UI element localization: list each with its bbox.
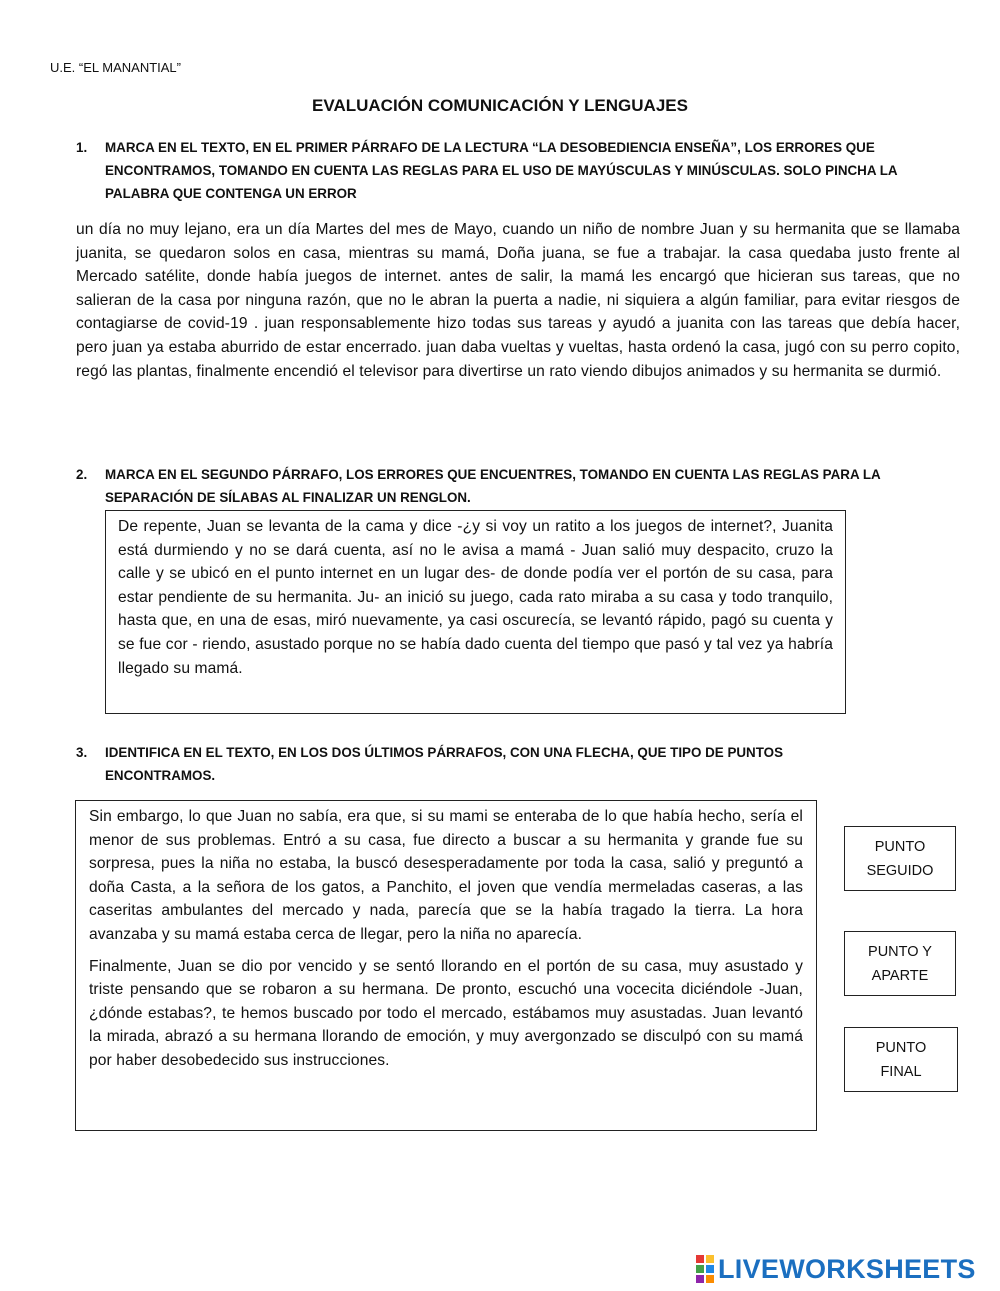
option-label-line2: SEGUIDO [866,862,934,879]
logo-mark-icon [696,1255,714,1283]
option-label-line1: PUNTO [875,1039,927,1056]
option-label-line1: PUNTO Y [868,943,932,960]
question-number: 1. [76,140,88,155]
logo-tile [706,1275,714,1283]
paragraph-2-box [105,510,846,714]
school-name: U.E. “EL MANANTIAL” [50,60,181,75]
logo-tile [696,1265,704,1273]
liveworksheets-logo [696,1254,976,1284]
logo-tile [706,1265,714,1273]
paragraph-3-box [75,800,817,1131]
question-number: 3. [76,745,88,760]
question-instruction: MARCA EN EL TEXTO, EN EL PRIMER PÁRRAFO DE LA LECTURA “LA DESOBEDIENCIA ENSEÑA”, LOS ERRORES QUE ENCONTRAMOS, TOMANDO EN CUENTA LAS REGLAS PARA EL USO DE MAYÚSCULAS Y MINÚSCULAS. SOLO PINCHA LA PALABRA QUE CONTENGA UN ERROR [105,140,898,201]
paragraph-4-text: Finalmente, Juan se dio por vencido y se sentó llorando en el portón de su casa, muy asustado y triste pensando que se robaron a su hermana. De pronto, escuchó una vocecita diciéndole -Juan, ¿dónde estabas?, te hemos buscado por todo el mercado, estábamos muy asustadas. Juan levantó la mirada, abrazó a su hermana llorando de emoción, y muy avergonzado se disculpó con su mamá por haber desobedecido sus instrucciones. [89,957,803,1069]
paragraph-2-text[interactable]: De repente, Juan se levanta de la cama y dice -¿y si voy un ratito a los juegos de internet?, Juanita está durmiendo y no se dará cuenta, así no le avisa a mamá - Juan salió muy despacito, cruzo la calle y se ubicó en el punto internet en un lugar des- de donde podía ver el portón de su casa, para estar pendiente de su hermanita. Ju- an inició su juego, cada rato miraba a su casa y todo tranquilo, hasta que, en una de esas, miró nuevamente, ya casi oscurecía, se levantó rápido, pagó su cuenta y se fue cor - riendo, asustado porque no se había dado cuenta del tiempo que pasó y tal vez ya habría llegado su mamá. [118,518,833,677]
question-2 [76,463,966,509]
logo-tile [696,1275,704,1283]
option-punto-final[interactable] [844,1027,958,1092]
question-1 [76,136,956,205]
option-label-line2: APARTE [871,967,929,984]
option-punto-seguido[interactable] [844,826,956,891]
question-instruction: MARCA EN EL SEGUNDO PÁRRAFO, LOS ERRORES QUE ENCUENTRES, TOMANDO EN CUENTA LAS REGLAS PARA LA SEPARACIÓN DE SÍLABAS AL FINALIZAR UN RENGLON. [105,467,881,505]
question-instruction: IDENTIFICA EN EL TEXTO, EN LOS DOS ÚLTIMOS PÁRRAFOS, CON UNA FLECHA, QUE TIPO DE PUNTOS ENCONTRAMOS. [105,745,784,783]
paragraph-3-text: Sin embargo, lo que Juan no sabía, era que, si su mami se enteraba de lo que había hecho, sería el menor de sus problemas. Entró a su casa, fue directo a buscar a su hermanita y grande fue su sorpresa, pues la niña no estaba, la buscó desesperadamente por toda la casa, salió y preguntó a doña Casta, a la señora de los gatos, a Panchito, el joven que vendía mermeladas caseras, a las caseritas ambulantes del mercado y nada, parecía que se la había tragado la tierra. La hora avanzaba y su mamá estaba cerca de llegar, pero la niña no aparecía. [89,808,803,943]
question-number: 2. [76,467,88,482]
question-3 [76,741,876,787]
logo-tile [706,1255,714,1263]
logo-wordmark: LIVEWORKSHEETS [718,1253,976,1284]
logo-tile [696,1255,704,1263]
option-label-line1: PUNTO [874,838,926,855]
page-title: EVALUACIÓN COMUNICACIÓN Y LENGUAJES [312,96,688,115]
option-label-line2: FINAL [880,1063,922,1080]
option-punto-y-aparte[interactable] [844,931,956,996]
paragraph-1-text[interactable]: un día no muy lejano, era un día Martes del mes de Mayo, cuando un niño de nombre Juan y su hermanita que se llamaba juanita, se quedaron solos en casa, mientras su mamá, Doña juana, se fue a trabajar. la casa quedaba justo frente al Mercado satélite, donde había juegos de internet. antes de salir, la mamá les encargó que hicieran sus tareas, que no salieran de la casa por ninguna razón, que no le abran la puerta a nadie, ni siquiera a algún familiar, para evitar riesgos de contagiarse de covid-19 . juan responsablemente hizo todas sus tareas y ayudó a juanita con las tareas que debía hacer, pero juan ya estaba aburrido de estar encerrado. juan daba vueltas y vueltas, hasta ordenó la casa, jugó con su perro copito, regó las plantas, finalmente encendió el televisor para divertirse un rato viendo dibujos animados y su hermanita se durmió. [76,221,960,380]
